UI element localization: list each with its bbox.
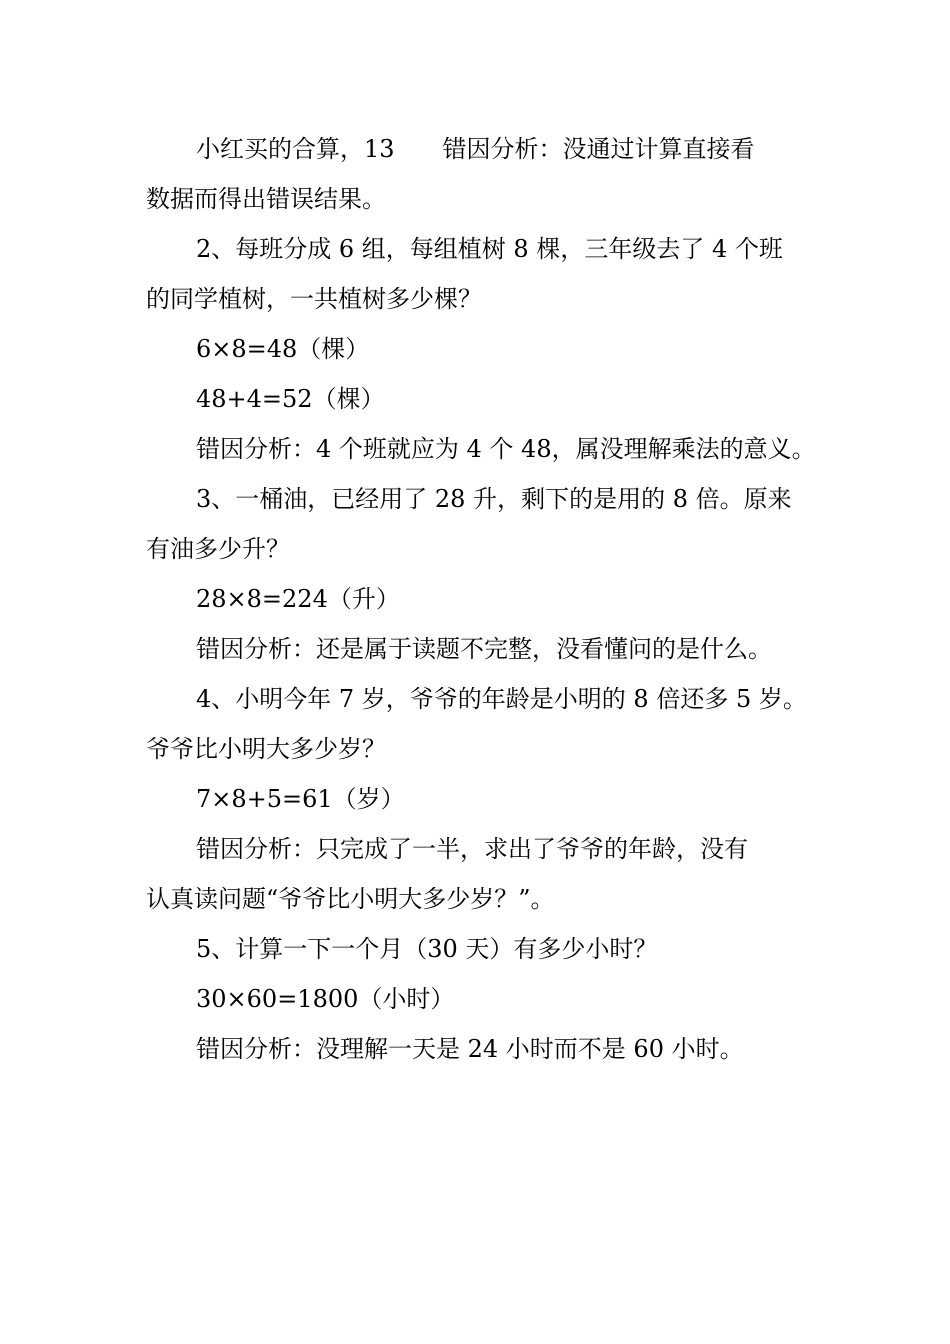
question-4-line: 4、小明今年 7 岁，爷爷的年龄是小明的 8 倍还多 5 岁。 [196, 685, 807, 713]
answer-line: 28×8=224（升） [196, 585, 400, 613]
error-analysis-line: 错因分析：只完成了一半，求出了爷爷的年龄，没有 [196, 835, 748, 863]
question-2-line: 的同学植树，一共植树多少棵？ [146, 285, 482, 313]
answer-line: 30×60=1800（小时） [196, 985, 455, 1013]
error-analysis-line: 错因分析：4 个班就应为 4 个 48，属没理解乘法的意义。 [196, 435, 816, 463]
error-analysis-line: 错因分析：还是属于读题不完整，没看懂问的是什么。 [196, 635, 772, 663]
text-line: 小红买的合算，13 错因分析：没通过计算直接看 [196, 135, 755, 163]
question-5-line: 5、计算一下一个月（30 天）有多少小时？ [196, 935, 658, 963]
error-analysis-line: 认真读问题“爷爷比小明大多少岁？”。 [146, 885, 555, 913]
question-3-line: 3、一桶油，已经用了 28 升，剩下的是用的 8 倍。原来 [196, 485, 792, 513]
answer-line: 7×8+5=61（岁） [196, 785, 405, 813]
text-line: 数据而得出错误结果。 [146, 185, 386, 213]
question-2-line: 2、每班分成 6 组，每组植树 8 棵，三年级去了 4 个班 [196, 235, 783, 263]
answer-line: 6×8=48（棵） [196, 335, 370, 363]
document-body [146, 124, 816, 1074]
question-3-line: 有油多少升？ [146, 535, 290, 563]
error-analysis-line: 错因分析：没理解一天是 24 小时而不是 60 小时。 [196, 1035, 744, 1063]
answer-line: 48+4=52（棵） [196, 385, 385, 413]
question-4-line: 爷爷比小明大多少岁？ [146, 735, 386, 763]
